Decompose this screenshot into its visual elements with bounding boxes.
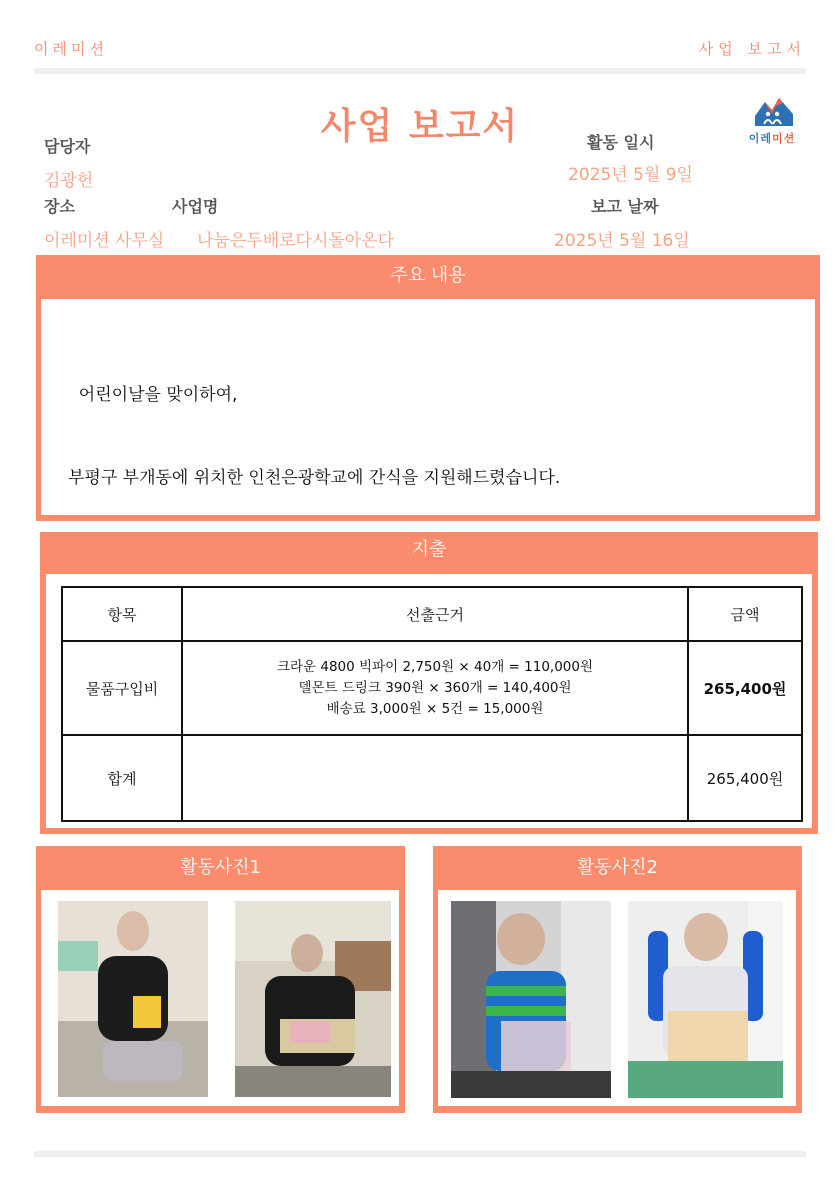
basis-line: 배송료 3,000원 × 5건 = 15,000원 [326,700,544,717]
report-date-value: 2025년 5월 16일 [554,231,690,251]
activity-date-value: 2025년 5월 9일 [568,165,693,185]
col-item-header: 항목 [62,587,182,641]
table-header-row [62,587,802,641]
amount-cell: 265,400원 [688,641,802,735]
main-content-body [41,299,815,515]
activity-photo [628,901,783,1098]
project-value: 나눔은두배로다시돌아온다 [197,231,395,251]
item-cell: 물품구입비 [62,641,182,735]
expense-heading: 지출 [411,539,447,560]
photos-heading-2: 활동사진2 [576,857,658,878]
report-date-label: 보고 날짜 [591,197,659,216]
place-label: 장소 [44,197,75,216]
expense-body [46,574,812,828]
basis-line: 델몬트 드링크 390원 × 360개 = 140,400원 [298,679,572,696]
total-amount: 265,400원 [688,735,802,821]
header-doc-type: 사업 보고서 [698,40,806,58]
main-line: 부평구 부개동에 위치한 인천은광학교에 간식을 지원해드렸습니다. [68,467,561,488]
mountain-logo-icon [755,92,793,126]
col-basis-header: 선출근거 [182,587,688,641]
activity-photo [58,901,208,1097]
total-basis-cell [182,735,688,821]
manager-label: 담당자 [44,137,91,156]
col-amount-header: 금액 [688,587,802,641]
header-brand: 이레미션 [34,40,108,58]
basis-line: 크라운 4800 빅파이 2,750원 × 40개 = 110,000원 [276,658,594,675]
footer-divider [34,1151,806,1157]
main-content-panel [36,255,820,521]
project-label: 사업명 [172,197,219,216]
activity-date-label: 활동 일시 [587,133,655,152]
activity-photo [235,901,391,1097]
photos-panel-2 [433,846,802,1113]
header-divider [34,68,806,74]
basis-cell [182,641,688,735]
total-label: 합계 [62,735,182,821]
place-value: 이레미션 사무실 [44,231,165,251]
logo-text: 이레미션 [748,132,796,145]
total-row [62,735,802,821]
photos-heading-1: 활동사진1 [179,857,261,878]
table-row [62,641,802,735]
manager-value: 김광헌 [44,171,94,191]
expense-table [61,586,803,822]
main-line: 어린이날을 맞이하여, [68,385,238,405]
page-title: 사업 보고서 [320,106,520,147]
expense-panel [40,532,818,834]
activity-photo [451,901,611,1098]
main-content-heading: 주요 내용 [390,265,466,286]
photos-panel-1 [36,846,405,1113]
brand-logo [748,92,796,146]
